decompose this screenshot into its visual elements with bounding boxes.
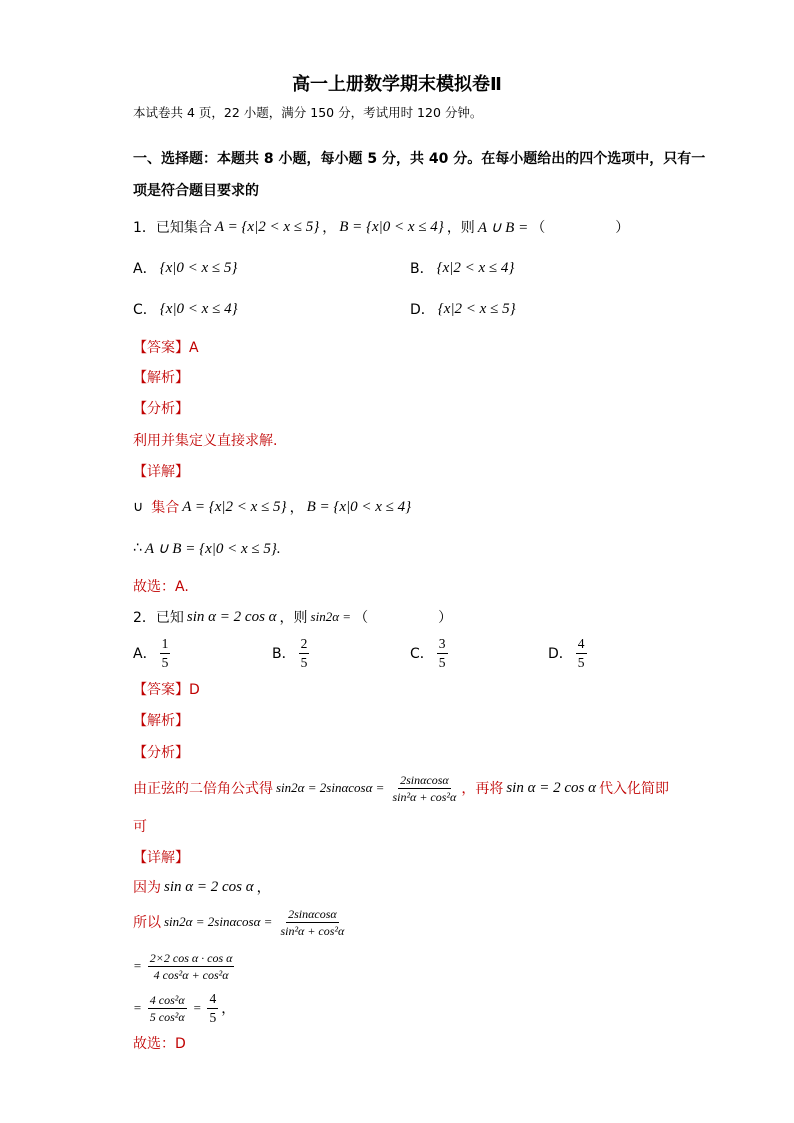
q2-xiangjie-label: 【详解】 xyxy=(133,850,189,866)
option-label: C． xyxy=(410,646,434,662)
step-fraction-2 xyxy=(207,991,218,1026)
step-text: 所以 xyxy=(133,915,161,931)
q1-answer: 【答案】A xyxy=(133,340,199,356)
fraction-denominator: 4 cos²α + cos²α xyxy=(153,967,229,982)
fraction-denominator: 5 xyxy=(209,1009,217,1025)
q2-target-expr: sin2α = xyxy=(310,609,352,624)
q1-conclusion: 故选：A. xyxy=(133,579,189,595)
q2-option-d xyxy=(548,635,590,671)
section-heading-line2: 项是符合题目要求的 xyxy=(133,183,259,199)
option-value: {x|2 < x ≤ 5} xyxy=(437,300,516,317)
fenxi-text2: ，再将 xyxy=(461,781,504,797)
q2-fenxi-line1 xyxy=(133,770,669,806)
page-title: 高一上册数学期末模拟卷Ⅱ xyxy=(292,74,502,95)
step-comma: ， xyxy=(221,1001,236,1017)
option-label: C． xyxy=(133,302,157,318)
fraction-denominator: 5 xyxy=(438,654,446,670)
q1-stem-prefix: 1．已知集合 xyxy=(133,220,212,236)
option-fraction xyxy=(160,636,171,671)
q1-fenxi-label: 【分析】 xyxy=(133,401,189,417)
step-fraction-1 xyxy=(148,993,187,1024)
fenxi-expr2: sin α = 2 cos α xyxy=(506,779,596,796)
q1-solution-step2 xyxy=(133,536,284,560)
because-symbol: ∪ xyxy=(133,499,144,515)
section-heading-line1: 一、选择题：本题共 8 小题，每小题 5 分，共 40 分。在每小题给出的四个选项中，只有一 xyxy=(133,151,706,167)
option-value: {x|0 < x ≤ 4} xyxy=(159,300,238,317)
step-expr: sin α = 2 cos α xyxy=(164,878,254,895)
fraction-numerator: 4 xyxy=(576,636,587,654)
q2-solution-step3 xyxy=(133,948,237,984)
q2-solution-step1 xyxy=(133,875,271,899)
fraction-numerator: 2sinαcosα xyxy=(288,906,337,921)
option-label: A． xyxy=(133,261,157,277)
equals-sign: = xyxy=(133,1000,142,1015)
q2-option-a xyxy=(133,635,173,671)
option-label: B． xyxy=(410,261,434,277)
q1-option-d xyxy=(410,297,519,321)
option-label: B． xyxy=(272,646,296,662)
q1-stem-then: ，则 xyxy=(446,220,475,236)
q1-set-b: B = {x|0 < x ≤ 4} xyxy=(339,218,444,235)
option-label: D． xyxy=(548,646,573,662)
fraction-numerator: 2sinαcosα xyxy=(400,772,449,787)
q1-xiangjie-label: 【详解】 xyxy=(133,464,189,480)
q2-fenxi-line2: 可 xyxy=(133,819,147,835)
step-fraction xyxy=(148,951,235,982)
option-fraction xyxy=(576,636,587,671)
fenxi-text1: 由正弦的二倍角公式得 xyxy=(133,781,273,797)
step-expr: A ∪ B = {x|0 < x ≤ 5}. xyxy=(144,540,281,557)
q1-option-b xyxy=(410,256,517,280)
fraction-numerator: 2 xyxy=(299,636,310,654)
step-set-a: A = {x|2 < x ≤ 5} xyxy=(182,498,287,515)
fraction-numerator: 1 xyxy=(160,636,171,654)
q2-answer-blank: （ ） xyxy=(354,610,453,626)
q2-answer: 【答案】D xyxy=(133,682,200,698)
q1-option-a xyxy=(133,256,240,280)
step-text: 集合 xyxy=(151,500,180,516)
q1-stem xyxy=(133,215,629,239)
step-fraction xyxy=(278,907,346,938)
option-value: {x|2 < x ≤ 4} xyxy=(436,259,515,276)
equals-sign: = xyxy=(133,958,142,973)
q1-solution-step1 xyxy=(133,495,414,519)
step-set-b: B = {x|0 < x ≤ 4} xyxy=(306,498,412,515)
fraction-denominator: 5 xyxy=(161,654,169,670)
step-comma: ， xyxy=(289,500,304,516)
q1-jiexi-label: 【解析】 xyxy=(133,370,189,386)
q2-stem-then: ，则 xyxy=(279,610,308,626)
equals-sign-2: = xyxy=(192,1000,202,1015)
q2-stem xyxy=(133,605,452,629)
q2-option-b xyxy=(272,635,312,671)
fenxi-expr1: sin2α = 2sinαcosα = xyxy=(276,780,385,795)
q1-fenxi-text: 利用并集定义直接求解. xyxy=(133,433,278,449)
fraction-denominator: sin²α + cos²α xyxy=(392,789,457,804)
q1-stem-comma: ， xyxy=(322,220,337,236)
q1-option-c xyxy=(133,297,241,321)
q2-option-c xyxy=(410,635,451,671)
q2-conclusion: 故选：D xyxy=(133,1036,186,1052)
fenxi-fraction xyxy=(390,773,458,804)
option-value: {x|0 < x ≤ 5} xyxy=(159,259,238,276)
option-fraction xyxy=(437,636,448,671)
therefore-symbol: ∴ xyxy=(133,540,142,556)
q2-jiexi-label: 【解析】 xyxy=(133,713,189,729)
q1-set-a: A = {x|2 < x ≤ 5} xyxy=(214,218,320,235)
q2-fenxi-label: 【分析】 xyxy=(133,745,189,761)
option-label: D． xyxy=(410,302,435,318)
q1-union-expr: A ∪ B = xyxy=(477,219,529,236)
q1-answer-blank: （ ） xyxy=(531,220,630,236)
option-label: A． xyxy=(133,646,157,662)
q2-stem-prefix: 2．已知 xyxy=(133,610,184,626)
q2-solution-step2 xyxy=(133,904,349,940)
fraction-denominator: sin²α + cos²α xyxy=(280,923,345,938)
step-expr: sin2α = 2sinαcosα = xyxy=(164,914,273,929)
fraction-denominator: 5 xyxy=(577,654,585,670)
option-fraction xyxy=(299,636,310,671)
fraction-denominator: 5 cos²α xyxy=(149,1009,185,1024)
exam-intro: 本试卷共 4 页，22 小题，满分 150 分，考试用时 120 分钟。 xyxy=(133,105,483,120)
fraction-numerator: 3 xyxy=(437,636,448,654)
fraction-numerator: 4 cos²α xyxy=(149,992,185,1007)
fraction-numerator: 4 xyxy=(207,991,218,1009)
fenxi-text3: 代入化简即 xyxy=(598,781,669,797)
fraction-numerator: 2×2 cos α · cos α xyxy=(149,950,233,965)
step-comma: ， xyxy=(256,880,271,896)
step-text: 因为 xyxy=(133,880,161,896)
q2-condition: sin α = 2 cos α xyxy=(186,608,277,625)
fraction-denominator: 5 xyxy=(300,654,308,670)
q2-solution-step4 xyxy=(133,990,235,1026)
